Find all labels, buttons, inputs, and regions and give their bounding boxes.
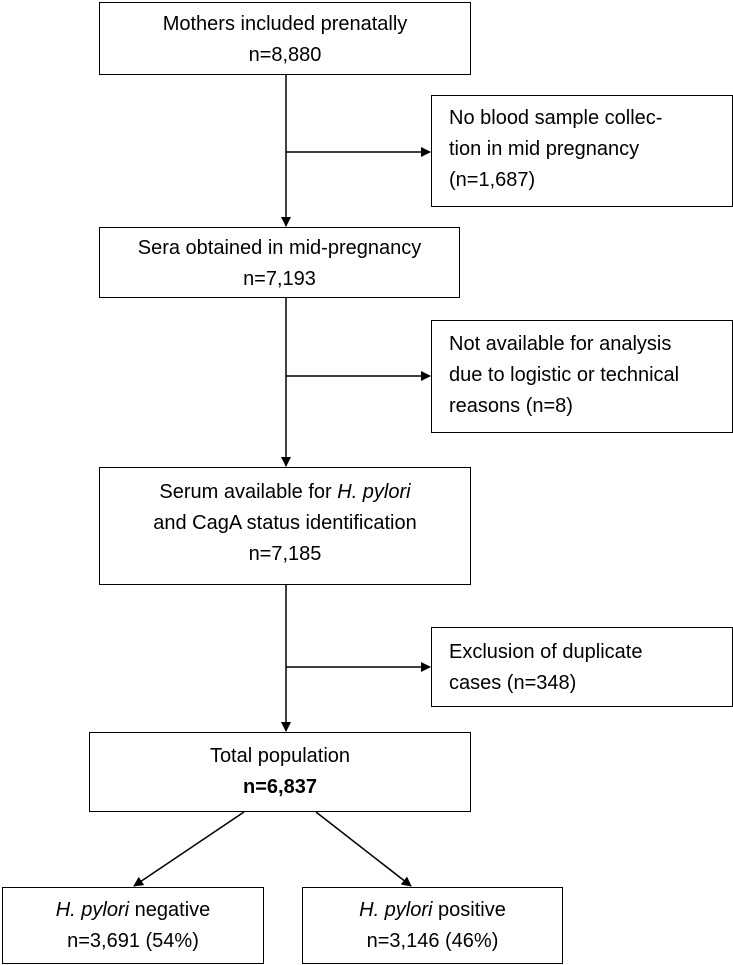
no-blood-box <box>431 95 733 207</box>
serum-box <box>99 467 471 585</box>
negative-box <box>2 887 264 964</box>
serum-species: H. pylori <box>337 481 411 503</box>
exclusion-count: cases (n=348) <box>449 672 577 694</box>
positive-species: H. pylori <box>359 899 433 921</box>
sera-box <box>99 227 460 298</box>
positive-box <box>302 887 563 964</box>
serum-count: n=7,185 <box>248 543 322 565</box>
mothers-box <box>99 2 471 75</box>
no-blood-line-2: tion in mid pregnancy <box>449 138 640 160</box>
no-blood-line-1: No blood sample collec- <box>449 107 663 129</box>
sera-count: n=7,193 <box>243 268 316 290</box>
sera-label: Sera obtained in mid-pregnancy <box>137 237 422 259</box>
not-available-line-2: due to logistic or technical <box>449 364 680 386</box>
negative-count: n=3,691 (54%) <box>67 930 199 952</box>
total-count: n=6,837 <box>243 776 317 798</box>
positive-label <box>303 895 562 926</box>
arrow-total-to-positive <box>316 812 411 886</box>
not-available-line-1: Not available for analysis <box>449 333 672 355</box>
positive-count: n=3,146 (46%) <box>366 930 499 952</box>
not-available-count: reasons (n=8) <box>449 395 573 417</box>
exclusion-box <box>431 627 733 707</box>
serum-prefix: Serum available for <box>159 481 338 503</box>
serum-line-2: and CagA status identification <box>153 512 417 534</box>
arrow-total-to-negative <box>134 812 244 886</box>
total-box <box>89 732 471 812</box>
total-label: Total population <box>209 745 351 767</box>
serum-line-1 <box>100 477 470 508</box>
negative-suffix: negative <box>129 899 211 921</box>
mothers-label: Mothers included prenatally <box>162 13 408 35</box>
negative-label <box>3 895 263 926</box>
mothers-count: n=8,880 <box>248 44 322 66</box>
no-blood-count: (n=1,687) <box>449 169 536 191</box>
positive-suffix: positive <box>432 899 506 921</box>
negative-species: H. pylori <box>55 899 130 921</box>
not-available-box <box>431 320 733 433</box>
exclusion-line-1: Exclusion of duplicate <box>449 641 643 663</box>
